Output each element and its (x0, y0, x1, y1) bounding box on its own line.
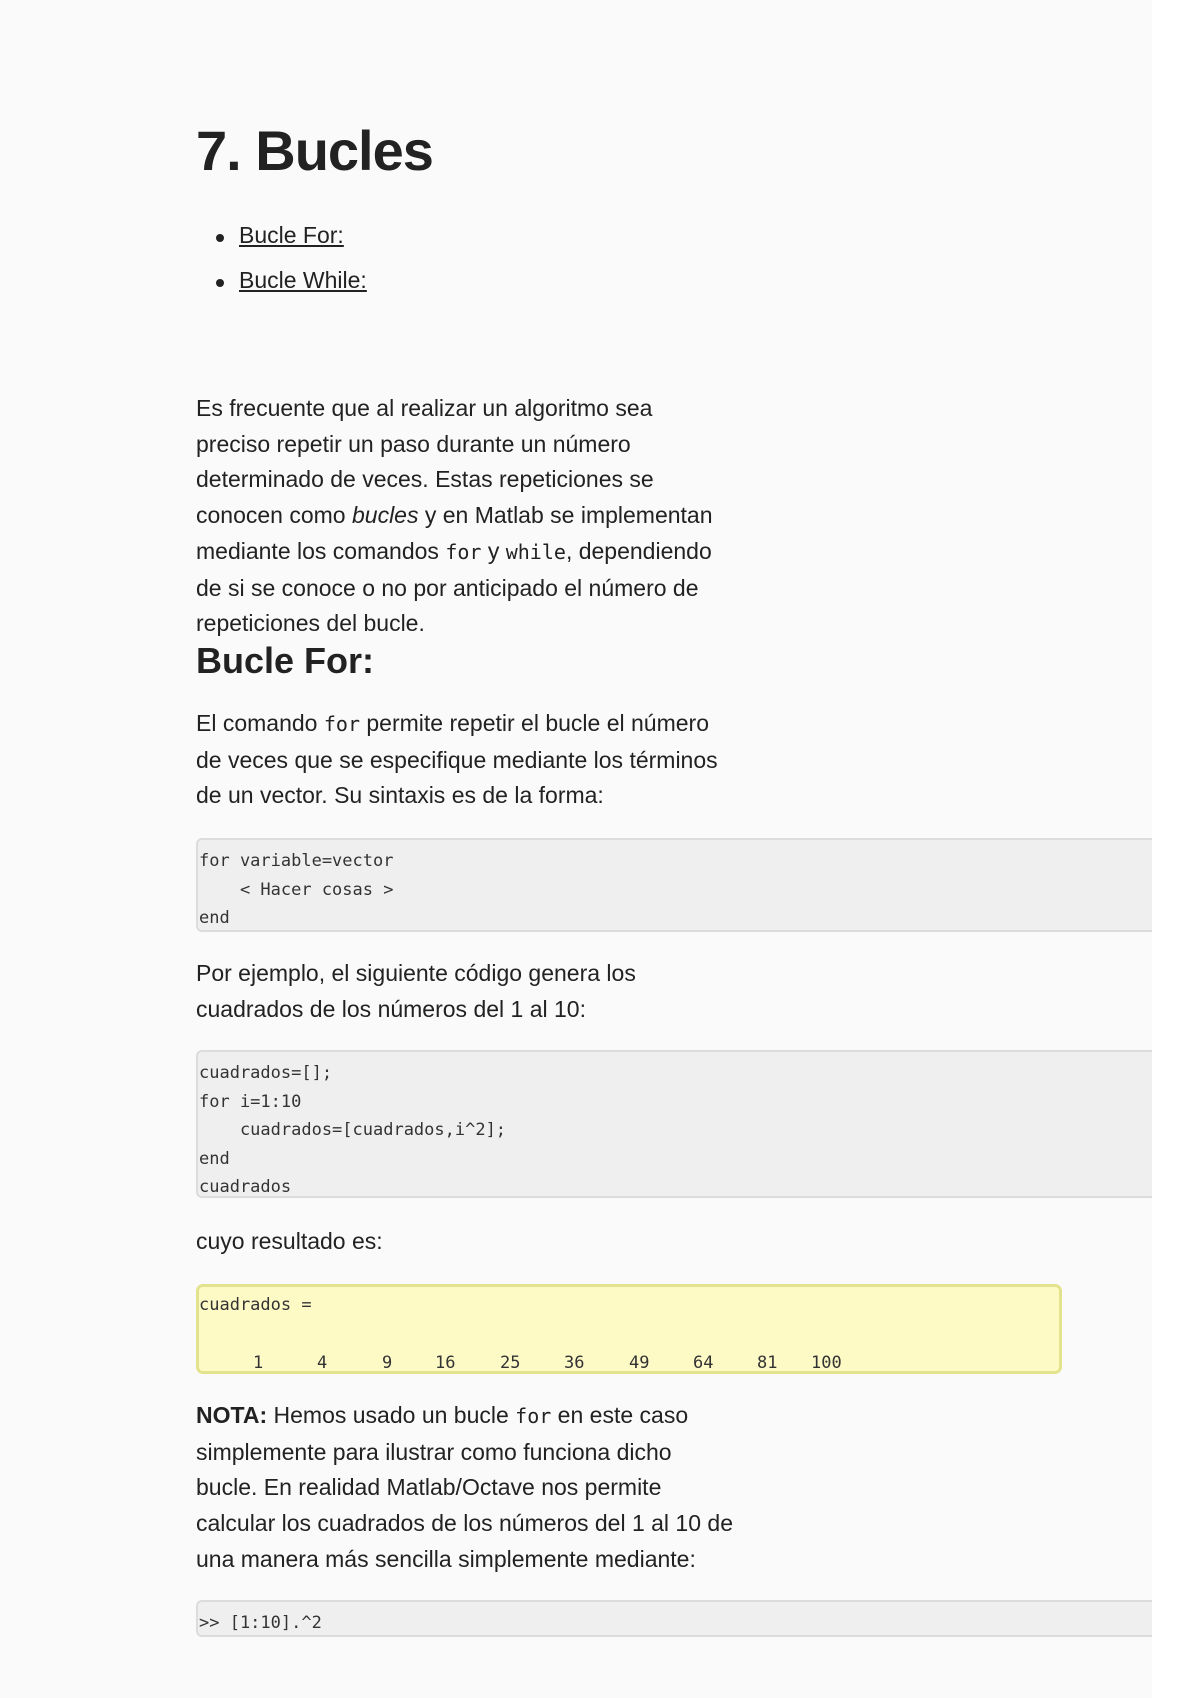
result-values (199, 1353, 1059, 1373)
toc-link-bucle-for[interactable]: Bucle For: (239, 222, 344, 248)
table-of-contents (196, 222, 367, 312)
result-value: 16 (435, 1353, 456, 1373)
result-value: 64 (693, 1353, 714, 1373)
toc-item-bucle-while (196, 267, 367, 312)
result-value: 49 (629, 1353, 650, 1373)
result-value: 36 (564, 1353, 585, 1373)
code-line: cuadrados=[cuadrados,i^2]; (199, 1120, 507, 1140)
short-code-block (196, 1600, 1152, 1637)
toc-item-bucle-for (196, 222, 367, 267)
code-line: for i=1:10 (199, 1091, 302, 1112)
result-value: 25 (500, 1353, 521, 1373)
code-line: < Hacer cosas > (199, 879, 394, 900)
for-description-paragraph: El comando for permite repetir el bucle el número de veces que se especifique mediante los términos de un vector. Su sintaxis es de la forma: (196, 710, 718, 809)
section-heading-bucle-for: Bucle For: (196, 640, 375, 681)
code-line: for variable=vector (199, 851, 394, 871)
syntax-code-block (196, 838, 1152, 932)
inline-code-for: for (323, 712, 360, 736)
example-code-block (196, 1050, 1152, 1198)
inline-code-while: while (505, 539, 566, 564)
intro-paragraph: Es frecuente que al realizar un algoritmo sea preciso repetir un paso durante un número determinado de veces. Estas repeticiones se conocen como bucles y en Matlab se implementan mediante los comandos for y while, dependiendo de si se conoce o no por anticipado el número de repeticiones del bucle. (196, 395, 713, 637)
note-label: NOTA: (196, 1402, 268, 1428)
page-title: 7. Bucles (196, 119, 433, 182)
inline-code-for: for (445, 539, 482, 564)
toc-link-bucle-while[interactable]: Bucle While: (239, 267, 367, 293)
inline-code-for: for (515, 1404, 552, 1428)
code-line: cuadrados (199, 1177, 292, 1197)
result-value: 100 (811, 1353, 842, 1373)
example-intro-paragraph: Por ejemplo, el siguiente código genera los cuadrados de los números del 1 al 10: (196, 960, 636, 1022)
code-line: >> [1:10].^2 (199, 1613, 322, 1633)
code-line: end (199, 908, 230, 928)
result-label: cuadrados = (199, 1295, 312, 1315)
note-paragraph: NOTA: Hemos usado un bucle for en este caso simplemente para ilustrar como funciona dicho bucle. En realidad Matlab/Octave nos permite calcular los cuadrados de los números del 1 al 10 de una manera más sencilla simplemente mediante: (196, 1402, 733, 1572)
result-intro-paragraph: cuyo resultado es: (196, 1228, 383, 1254)
result-value: 81 (757, 1353, 778, 1373)
code-line: end (199, 1148, 230, 1169)
result-value: 1 (253, 1353, 264, 1373)
emphasis-bucles: bucles (351, 502, 419, 529)
result-output-block (196, 1284, 1062, 1374)
code-line: cuadrados=[]; (199, 1063, 333, 1083)
result-value: 4 (317, 1353, 328, 1373)
result-value: 9 (382, 1353, 393, 1373)
